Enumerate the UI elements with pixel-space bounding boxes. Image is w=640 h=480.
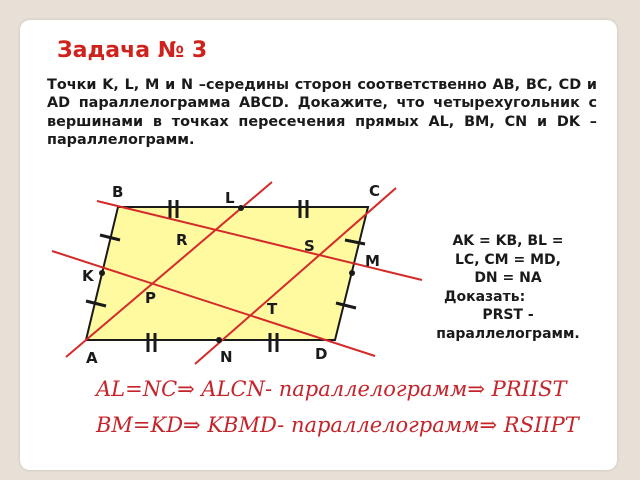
- label-l: L: [225, 189, 235, 207]
- task-title: Задача № 3: [57, 38, 208, 63]
- proof-line-1: AL=NC⇒ ALCN- параллелограмм⇒ PRIIST: [96, 377, 567, 401]
- label-s: S: [304, 237, 315, 255]
- label-b: B: [112, 183, 124, 201]
- label-m: M: [365, 252, 380, 270]
- label-t: T: [267, 300, 278, 318]
- parallelogram-abcd: [86, 207, 368, 340]
- givens-line-3: DN = NA: [474, 270, 542, 286]
- label-r: R: [176, 231, 188, 249]
- givens-line-1: AK = KB, BL =: [452, 233, 564, 249]
- problem-statement: Точки K, L, M и N –середины сторон соответственно AB, BC, CD и AD параллелограмма ABCD. Докажите, что четырехугольник с вершинами в точках пересечения прямых AL, BM, CN и DK – параллелограмм.: [47, 77, 597, 148]
- label-k: K: [82, 267, 94, 285]
- label-c: C: [369, 182, 381, 200]
- proof-line-2: BM=KD⇒ KBMD- параллелограмм⇒ RSIIPT: [96, 413, 579, 437]
- givens-line-2: LC, CM = MD,: [455, 251, 561, 268]
- label-d: D: [315, 345, 328, 363]
- prove-text: PRST -: [482, 307, 534, 323]
- prove-text-2: параллелограмм.: [436, 325, 580, 342]
- label-n: N: [220, 348, 233, 366]
- label-p: P: [145, 289, 156, 307]
- givens-block: [410, 232, 606, 343]
- label-a: A: [86, 349, 98, 367]
- prove-label: Доказать:: [444, 288, 526, 305]
